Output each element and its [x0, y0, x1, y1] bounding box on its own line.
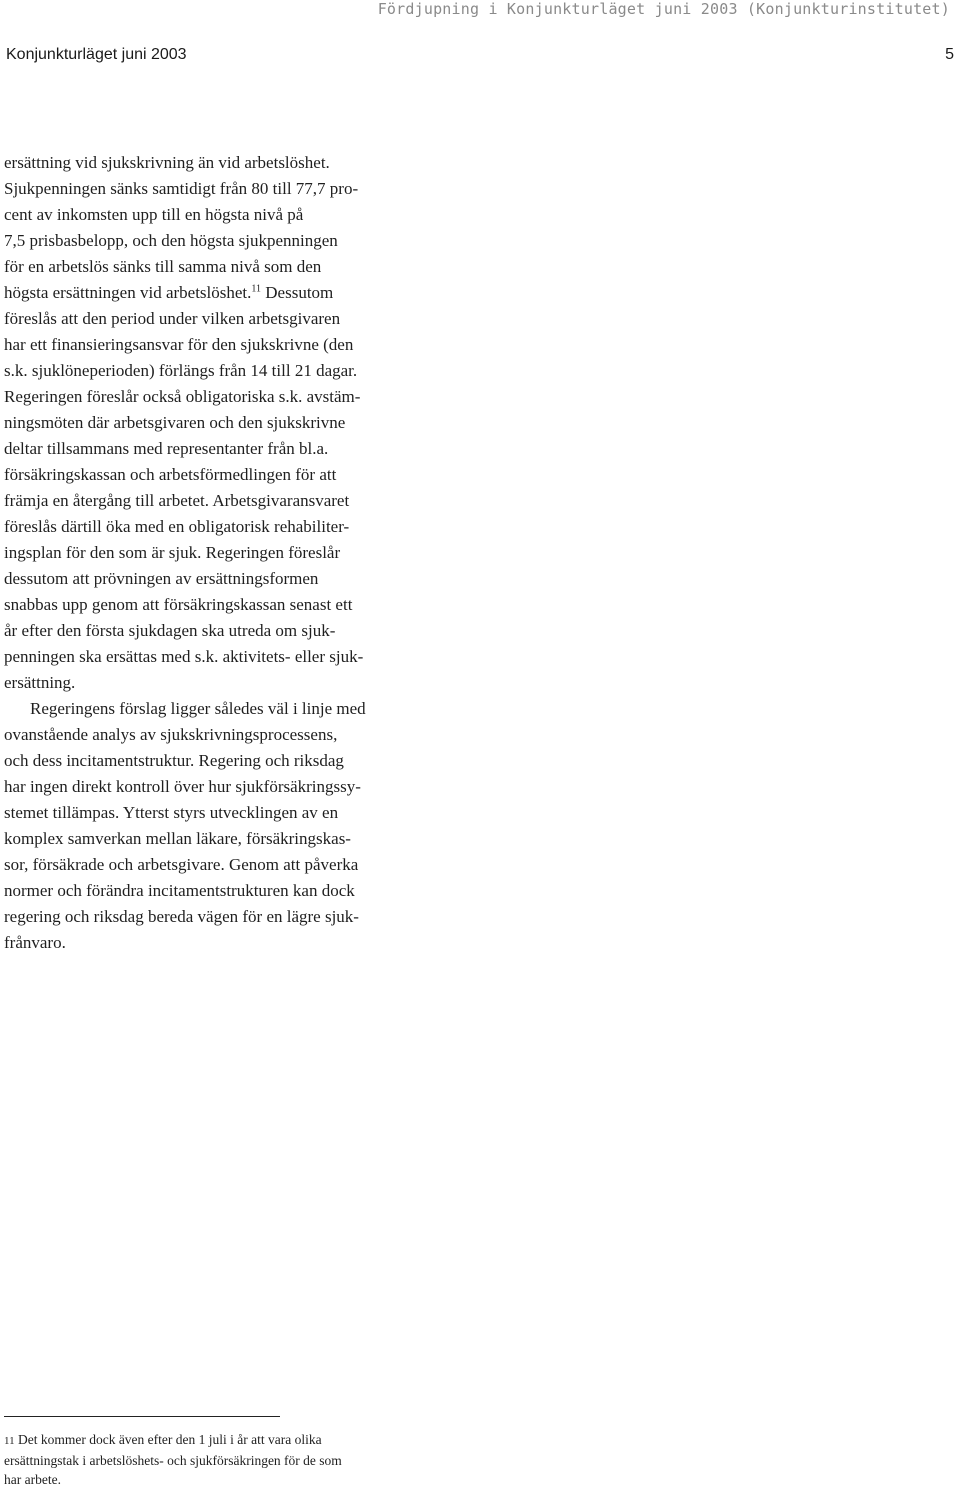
paragraph-1-start: ersättning vid sjukskrivning än vid arbetslöshet. Sjukpenningen sänks samtidigt från 80 till 77,7 pro- cent av inkomsten upp till en högsta nivå på 7,5 prisbasbelopp, och den högsta sjukpenningen för en arbetslös sänks till samma nivå som den högsta ersättningen vid arbetslöshet.	[4, 153, 359, 302]
body-text	[4, 150, 444, 956]
footnote-divider	[4, 1416, 280, 1417]
paragraph-1	[4, 150, 444, 696]
footnote-reference[interactable]: 11	[251, 283, 262, 295]
source-caption: Fördjupning i Konjunkturläget juni 2003 (Konjunkturinstitutet)	[377, 0, 950, 18]
page-number: 5	[945, 46, 954, 63]
running-head-title: Konjunkturläget juni 2003	[6, 46, 187, 63]
paragraph-2: Regeringens förslag ligger således väl i linje med ovanstående analys av sjukskrivningsprocessens, och dess incitamentstruktur. Regering och riksdag har ingen direkt kontroll över hur sjukförsäkringssy- stemet tillämpas. Ytterst styrs utvecklingen av en komplex samverkan mellan läkare, försäkringskas- sor, försäkrade och arbetsgivare. Genom att påverka normer och förändra incitamentstrukturen kan dock regering och riksdag bereda vägen för en lägre sjuk- frånvaro.	[4, 699, 366, 952]
footnote-text: Det kommer dock även efter den 1 juli i år att vara olika ersättningstak i arbetslöshets- och sjukförsäkringen för de som har arbete.	[4, 1432, 342, 1487]
footnote	[4, 1430, 444, 1489]
footnote-number: 11	[4, 1435, 15, 1447]
paragraph-1-rest: Dessutom föreslås att den period under vilken arbetsgivaren har ett finansieringsansvar för den sjukskrivne (den s.k. sjuklöneperioden) förlängs från 14 till 21 dagar. Regeringen föreslår också obligatoriska s.k. avstäm- ningsmöten där arbetsgivaren och den sjukskrivne deltar tillsammans med representanter från bl.a. försäkringskassan och arbetsförmedlingen för att främja en återgång till arbetet. Arbetsgivaransvaret föreslås därtill öka med en obligatorisk rehabiliter- ingsplan för den som är sjuk. Regeringen föreslår dessutom att prövningen av ersättningsformen snabbas upp genom att försäkringskassan senast ett år efter den första sjukdagen ska utreda om sjuk- penningen ska ersättas med s.k. aktivitets- eller sjuk- ersättning.	[4, 283, 364, 692]
running-head	[4, 46, 956, 70]
